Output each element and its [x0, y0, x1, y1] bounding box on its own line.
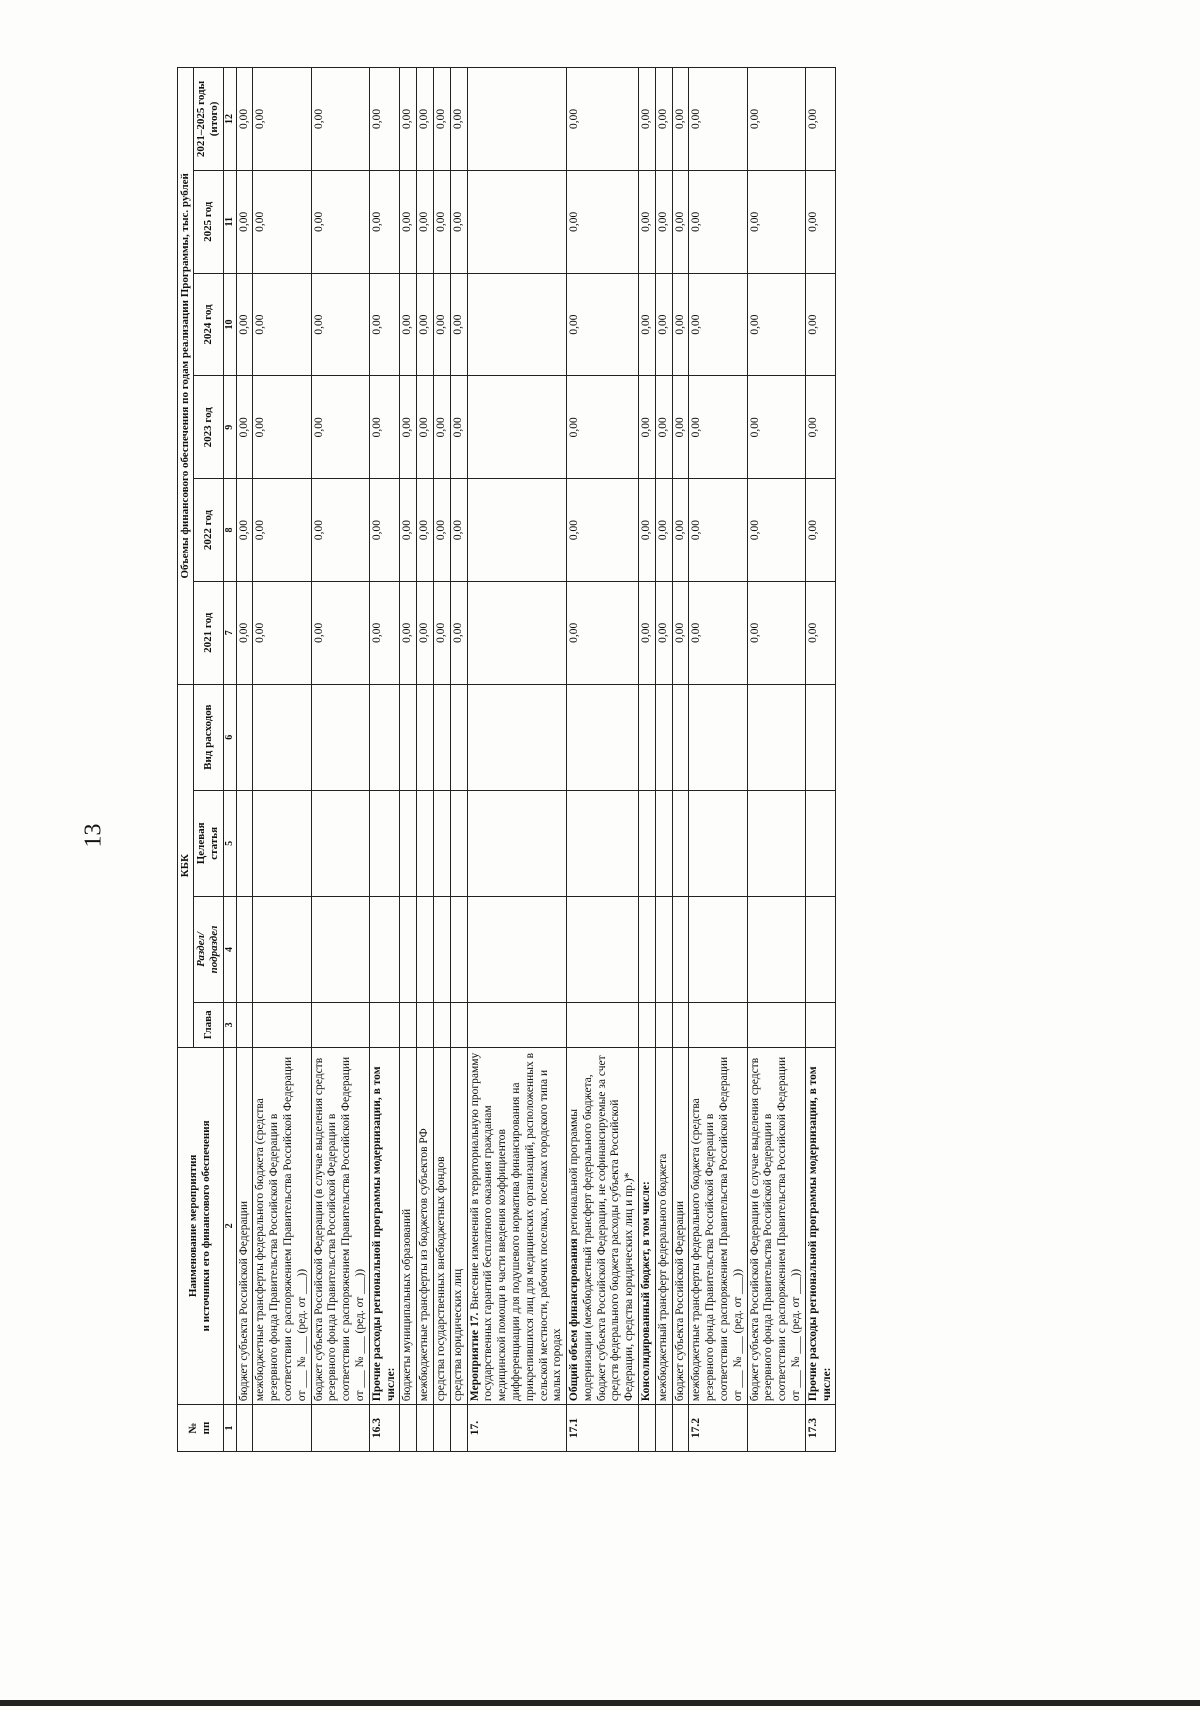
amount-cell: 0,00	[672, 479, 689, 582]
row-name	[567, 1047, 639, 1404]
kbk-cell	[311, 1003, 369, 1048]
row-number	[236, 1405, 253, 1452]
kbk-cell	[467, 684, 567, 790]
amount-cell: 0,00	[747, 376, 805, 479]
amount-cell: 0,00	[450, 273, 467, 376]
row-number	[639, 1405, 656, 1452]
table-row	[400, 68, 417, 1452]
amount-cell: 0,00	[655, 68, 672, 171]
amount-cell: 0,00	[655, 273, 672, 376]
row-name-text: бюджет субъекта Российской Федерации	[237, 1200, 250, 1402]
row-number	[450, 1405, 467, 1452]
amount-cell: 0,00	[450, 170, 467, 273]
amount-cell: 0,00	[805, 479, 836, 582]
amount-cell: 0,00	[805, 68, 836, 171]
index-cell: 1	[223, 1405, 236, 1452]
amount-cell: 0,00	[236, 68, 253, 171]
row-name	[311, 1047, 369, 1404]
amount-cell: 0,00	[369, 479, 400, 582]
amount-cell: 0,00	[689, 581, 747, 684]
amount-cell	[467, 581, 567, 684]
amount-cell: 0,00	[672, 273, 689, 376]
index-cell: 5	[223, 790, 236, 896]
amount-cell: 0,00	[747, 170, 805, 273]
row-name-text: Консолидированный бюджет, в том числе:	[640, 1181, 653, 1402]
kbk-cell	[253, 896, 311, 1002]
col-header-no: № пп	[178, 1405, 224, 1452]
amount-cell: 0,00	[417, 68, 434, 171]
kbk-cell	[672, 1003, 689, 1048]
amount-cell: 0,00	[253, 170, 311, 273]
amount-cell: 0,00	[400, 68, 417, 171]
kbk-cell	[655, 896, 672, 1002]
row-name-text: средства юридических лиц	[451, 1268, 464, 1402]
amount-cell: 0,00	[672, 68, 689, 171]
index-cell: 11	[223, 170, 236, 273]
row-name	[655, 1047, 672, 1404]
row-name	[400, 1047, 417, 1404]
row-name	[417, 1047, 434, 1404]
amount-cell: 0,00	[417, 376, 434, 479]
amount-cell: 0,00	[567, 68, 639, 171]
amount-cell: 0,00	[253, 479, 311, 582]
kbk-cell	[639, 790, 656, 896]
row-name-text: региональной программы модернизации (межбюджетный трансферт федерального бюджета, бюджет субъекта Российской Федерации, не софинансируемые за счет средств федерального бюджета расходы субъекта Российской Федерации, средства юридических лиц и пр.)*	[568, 1055, 636, 1402]
kbk-cell	[639, 1003, 656, 1048]
col-header-kbk: КБК	[178, 684, 194, 1047]
amount-cell: 0,00	[253, 581, 311, 684]
amount-cell: 0,00	[805, 376, 836, 479]
amount-cell: 0,00	[747, 581, 805, 684]
kbk-cell	[805, 790, 836, 896]
kbk-cell	[747, 1003, 805, 1048]
table-row	[672, 68, 689, 1452]
amount-cell: 0,00	[369, 68, 400, 171]
amount-cell: 0,00	[236, 376, 253, 479]
amount-cell: 0,00	[253, 68, 311, 171]
index-row	[223, 68, 236, 1452]
amount-cell: 0,00	[433, 479, 450, 582]
kbk-cell	[450, 896, 467, 1002]
col-header-glava: Глава	[194, 1003, 223, 1048]
row-name	[639, 1047, 656, 1404]
row-number: 17.3	[805, 1405, 836, 1452]
table-row	[311, 68, 369, 1452]
kbk-cell	[369, 1003, 400, 1048]
kbk-cell	[433, 790, 450, 896]
amount-cell: 0,00	[689, 376, 747, 479]
kbk-cell	[253, 790, 311, 896]
col-header-volumes: Объемы финансового обеспечения по годам реализации Программы, тыс. рублей	[178, 68, 194, 685]
kbk-cell	[311, 896, 369, 1002]
amount-cell: 0,00	[433, 170, 450, 273]
kbk-cell	[747, 790, 805, 896]
amount-cell: 0,00	[672, 376, 689, 479]
amount-cell: 0,00	[311, 479, 369, 582]
amount-cell	[467, 479, 567, 582]
col-header-year: 2024 год	[194, 273, 223, 376]
index-cell: 7	[223, 581, 236, 684]
amount-cell: 0,00	[417, 581, 434, 684]
amount-cell: 0,00	[369, 170, 400, 273]
row-name-text: бюджет субъекта Российской Федерации	[673, 1200, 686, 1402]
row-number	[417, 1405, 434, 1452]
amount-cell: 0,00	[236, 273, 253, 376]
row-name-text: межбюджетный трансферт федерального бюджета	[656, 1153, 669, 1402]
col-header-vid: Вид расходов	[194, 684, 223, 790]
index-cell: 8	[223, 479, 236, 582]
table-row	[417, 68, 434, 1452]
table-row	[805, 68, 836, 1452]
col-header-year: 2025 год	[194, 170, 223, 273]
col-header-total: 2021–2025 годы (итого)	[194, 68, 223, 171]
row-number: 17.2	[689, 1405, 747, 1452]
row-number: 17.	[467, 1405, 567, 1452]
row-name-text: Прочие расходы региональной программы модернизации, в том числе:	[370, 1066, 397, 1402]
row-number	[433, 1405, 450, 1452]
amount-cell: 0,00	[689, 170, 747, 273]
amount-cell: 0,00	[639, 68, 656, 171]
kbk-cell	[567, 896, 639, 1002]
amount-cell: 0,00	[417, 273, 434, 376]
kbk-cell	[639, 896, 656, 1002]
index-cell: 6	[223, 684, 236, 790]
kbk-cell	[689, 896, 747, 1002]
amount-cell: 0,00	[400, 273, 417, 376]
kbk-cell	[747, 896, 805, 1002]
table-body	[236, 68, 836, 1452]
row-name-text: бюджеты муниципальных образований	[401, 1208, 414, 1402]
amount-cell: 0,00	[311, 170, 369, 273]
amount-cell: 0,00	[369, 581, 400, 684]
kbk-cell	[236, 684, 253, 790]
kbk-cell	[417, 896, 434, 1002]
amount-cell: 0,00	[567, 170, 639, 273]
kbk-cell	[417, 1003, 434, 1048]
index-cell: 12	[223, 68, 236, 171]
kbk-cell	[400, 790, 417, 896]
amount-cell: 0,00	[805, 170, 836, 273]
col-header-year: 2023 год	[194, 376, 223, 479]
amount-cell: 0,00	[639, 376, 656, 479]
index-cell: 4	[223, 896, 236, 1002]
row-name	[467, 1047, 567, 1404]
table-row	[369, 68, 400, 1452]
kbk-cell	[369, 896, 400, 1002]
row-name	[450, 1047, 467, 1404]
row-number	[747, 1405, 805, 1452]
col-header-year: 2021 год	[194, 581, 223, 684]
amount-cell: 0,00	[400, 376, 417, 479]
kbk-cell	[567, 684, 639, 790]
page-number: 13	[80, 823, 107, 848]
table-row	[655, 68, 672, 1452]
amount-cell: 0,00	[400, 581, 417, 684]
row-name	[369, 1047, 400, 1404]
amount-cell	[467, 170, 567, 273]
amount-cell: 0,00	[253, 376, 311, 479]
row-name-text: межбюджетные трансферты федерального бюджета (средства резервного фонда Правительства Российской Федерации в соответствии с распоряжением Правительства Российской Федерации от ___ № ___ (ред. от ___))	[254, 1056, 308, 1402]
kbk-cell	[311, 684, 369, 790]
amount-cell: 0,00	[672, 581, 689, 684]
row-name	[236, 1047, 253, 1404]
row-name	[689, 1047, 747, 1404]
amount-cell: 0,00	[450, 581, 467, 684]
table-row	[689, 68, 747, 1452]
amount-cell: 0,00	[655, 376, 672, 479]
row-number: 17.1	[567, 1405, 639, 1452]
amount-cell: 0,00	[450, 68, 467, 171]
kbk-cell	[747, 684, 805, 790]
amount-cell: 0,00	[311, 581, 369, 684]
financing-table	[177, 67, 836, 1452]
amount-cell: 0,00	[311, 376, 369, 479]
kbk-cell	[805, 684, 836, 790]
row-number	[253, 1405, 311, 1452]
row-name-text: межбюджетные трансферты федерального бюджета (средства резервного фонда Правительства Российской Федерации в соответствии с распоряжением Правительства Российской Федерации от ___ № ___ (ред. от ___))	[690, 1056, 744, 1402]
kbk-cell	[369, 790, 400, 896]
amount-cell	[467, 376, 567, 479]
row-name-text: бюджет субъекта Российской Федерации (в случае выделения средств резервного фонда Правительства Российской Федерации в соответствии с распоряжением Правительства Российской Федерации от ___ № ___ (ред. от ___))	[748, 1056, 803, 1402]
row-name	[433, 1047, 450, 1404]
kbk-cell	[311, 790, 369, 896]
row-number: 16.3	[369, 1405, 400, 1452]
kbk-cell	[450, 790, 467, 896]
kbk-cell	[400, 1003, 417, 1048]
table-row	[450, 68, 467, 1452]
kbk-cell	[253, 684, 311, 790]
row-name-text: Прочие расходы региональной программы модернизации, в том числе:	[806, 1066, 833, 1402]
kbk-cell	[567, 790, 639, 896]
table-row	[639, 68, 656, 1452]
amount-cell: 0,00	[433, 68, 450, 171]
kbk-cell	[433, 896, 450, 1002]
amount-cell: 0,00	[253, 273, 311, 376]
amount-cell	[467, 68, 567, 171]
table-header	[178, 68, 237, 1452]
amount-cell: 0,00	[639, 581, 656, 684]
rotated-table-container	[177, 67, 1067, 1452]
kbk-cell	[689, 684, 747, 790]
kbk-cell	[805, 896, 836, 1002]
table-row	[747, 68, 805, 1452]
table-row	[253, 68, 311, 1452]
kbk-cell	[672, 896, 689, 1002]
amount-cell: 0,00	[400, 170, 417, 273]
amount-cell: 0,00	[311, 68, 369, 171]
amount-cell: 0,00	[369, 376, 400, 479]
kbk-cell	[433, 1003, 450, 1048]
kbk-cell	[253, 1003, 311, 1048]
index-cell: 3	[223, 1003, 236, 1048]
kbk-cell	[672, 684, 689, 790]
amount-cell: 0,00	[567, 376, 639, 479]
table-row	[433, 68, 450, 1452]
amount-cell: 0,00	[672, 170, 689, 273]
amount-cell: 0,00	[433, 376, 450, 479]
amount-cell: 0,00	[747, 68, 805, 171]
kbk-cell	[655, 684, 672, 790]
amount-cell: 0,00	[236, 581, 253, 684]
kbk-cell	[467, 790, 567, 896]
kbk-cell	[655, 790, 672, 896]
amount-cell: 0,00	[567, 581, 639, 684]
amount-cell: 0,00	[689, 68, 747, 171]
row-number	[655, 1405, 672, 1452]
amount-cell: 0,00	[433, 273, 450, 376]
row-name-text: Внесение изменений в территориальную программу государственных гарантий бесплатного оказания гражданам медицинской помощи в части введения коэффициентов дифференциации для подушевого норматива финансирования на прикрепившихся лиц для медицинских организаций, расположенных в сельской местности, рабочих поселках, поселках городского типа и малых городах	[468, 1052, 564, 1402]
kbk-cell	[450, 1003, 467, 1048]
kbk-cell	[417, 790, 434, 896]
kbk-cell	[433, 684, 450, 790]
row-name-text: бюджет субъекта Российской Федерации (в случае выделения средств резервного фонда Правительства Российской Федерации в соответствии с распоряжением Правительства Российской Федерации от ___ № ___ (ред. от ___))	[312, 1056, 366, 1402]
kbk-cell	[467, 1003, 567, 1048]
row-name-text: межбюджетные трансферты из бюджетов субъектов РФ	[418, 1128, 431, 1402]
table-row	[236, 68, 253, 1452]
row-name-bold: Общий объем финансирования	[568, 1238, 581, 1402]
table-row	[567, 68, 639, 1452]
kbk-cell	[400, 684, 417, 790]
kbk-cell	[417, 684, 434, 790]
amount-cell: 0,00	[567, 479, 639, 582]
col-header-name: Наименование мероприятия и источники его финансового обеспечения	[178, 1047, 224, 1404]
kbk-cell	[689, 1003, 747, 1048]
amount-cell: 0,00	[450, 376, 467, 479]
row-number	[400, 1405, 417, 1452]
amount-cell: 0,00	[689, 479, 747, 582]
row-name	[747, 1047, 805, 1404]
row-number	[311, 1405, 369, 1452]
scan-edge-rule	[0, 1700, 1200, 1706]
col-header-celevaya: Целевая статья	[194, 790, 223, 896]
table-row	[467, 68, 567, 1452]
kbk-cell	[655, 1003, 672, 1048]
amount-cell: 0,00	[747, 273, 805, 376]
row-name	[805, 1047, 836, 1404]
amount-cell: 0,00	[655, 170, 672, 273]
row-name-bold: Мероприятие 17.	[468, 1312, 481, 1402]
col-header-razdel: Раздел/ подраздел	[194, 896, 223, 1002]
kbk-cell	[236, 1003, 253, 1048]
kbk-cell	[639, 684, 656, 790]
kbk-cell	[369, 684, 400, 790]
kbk-cell	[400, 896, 417, 1002]
kbk-cell	[689, 790, 747, 896]
amount-cell: 0,00	[311, 273, 369, 376]
row-name	[672, 1047, 689, 1404]
amount-cell: 0,00	[747, 479, 805, 582]
amount-cell: 0,00	[639, 479, 656, 582]
amount-cell: 0,00	[369, 273, 400, 376]
amount-cell: 0,00	[639, 170, 656, 273]
amount-cell	[467, 273, 567, 376]
kbk-cell	[236, 896, 253, 1002]
amount-cell: 0,00	[417, 479, 434, 582]
index-cell: 2	[223, 1047, 236, 1404]
row-number	[672, 1405, 689, 1452]
amount-cell: 0,00	[805, 581, 836, 684]
index-cell: 10	[223, 273, 236, 376]
amount-cell: 0,00	[639, 273, 656, 376]
kbk-cell	[467, 896, 567, 1002]
amount-cell: 0,00	[655, 581, 672, 684]
amount-cell: 0,00	[236, 170, 253, 273]
amount-cell: 0,00	[236, 479, 253, 582]
amount-cell: 0,00	[450, 479, 467, 582]
amount-cell: 0,00	[567, 273, 639, 376]
amount-cell: 0,00	[689, 273, 747, 376]
amount-cell: 0,00	[400, 479, 417, 582]
kbk-cell	[450, 684, 467, 790]
kbk-cell	[236, 790, 253, 896]
kbk-cell	[567, 1003, 639, 1048]
col-header-year: 2022 год	[194, 479, 223, 582]
amount-cell: 0,00	[417, 170, 434, 273]
amount-cell: 0,00	[433, 581, 450, 684]
amount-cell: 0,00	[805, 273, 836, 376]
amount-cell: 0,00	[655, 479, 672, 582]
kbk-cell	[805, 1003, 836, 1048]
row-name	[253, 1047, 311, 1404]
index-cell: 9	[223, 376, 236, 479]
row-name-text: средства государственных внебюджетных фондов	[434, 1156, 447, 1402]
kbk-cell	[672, 790, 689, 896]
